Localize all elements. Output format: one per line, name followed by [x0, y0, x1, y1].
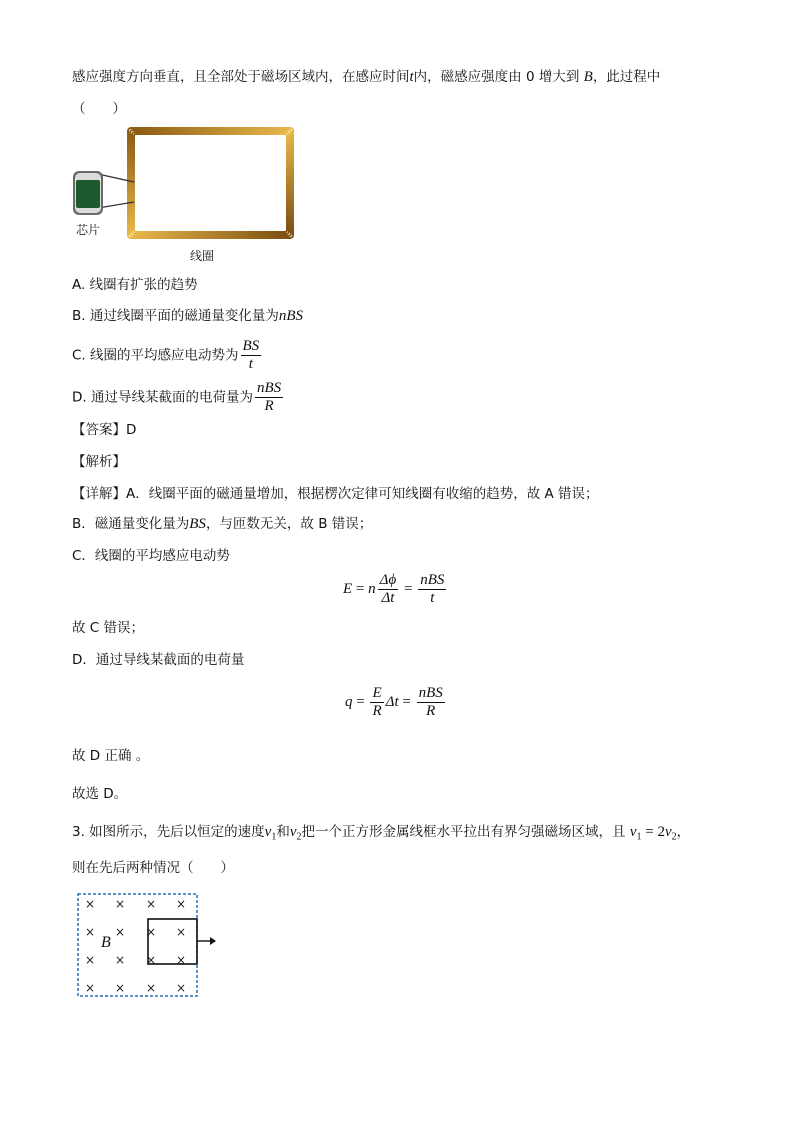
cross-mark: ×: [114, 925, 126, 939]
intro-text-2: 内，磁感应强度由 0 增大到: [413, 69, 580, 85]
analysis-label: 【解析】: [72, 454, 126, 470]
question-3-line-2: 则在先后两种情况（ ）: [72, 860, 234, 876]
option-c-text: C. 线圈的平均感应电动势为: [72, 347, 239, 364]
eq-sign-2: =: [402, 693, 411, 710]
eq-n: n: [368, 580, 376, 597]
option-d: [72, 380, 285, 415]
fraction-denominator: R: [426, 703, 436, 719]
eq-fraction-2: [418, 572, 446, 607]
cross-mark: ×: [114, 953, 126, 967]
var-v2-sub: 2: [296, 831, 302, 843]
detail-d-conclusion: 故 D 正确 。: [72, 748, 150, 764]
cross-mark: ×: [84, 953, 96, 967]
magnetic-field-figure: [74, 890, 224, 1002]
q3-text: 3. 如图所示，先后以恒定的速度: [72, 824, 265, 840]
intro-text: 感应强度方向垂直，且全部处于磁场区域内，在感应时间: [72, 69, 410, 85]
cross-mark: ×: [145, 981, 157, 995]
eq-lhs: q: [345, 693, 353, 710]
option-a: A. 线圈有扩张的趋势: [72, 277, 198, 293]
cross-mark: ×: [145, 953, 157, 967]
eq-sign: =: [355, 580, 365, 597]
coil-label: 线圈: [190, 249, 215, 263]
option-c: [72, 338, 263, 373]
option-b-text: B. 通过线圈平面的磁通量变化量为: [72, 308, 279, 324]
fraction-numerator: Δϕ: [379, 572, 397, 588]
chip-icon: [73, 171, 103, 215]
cross-mark: ×: [84, 925, 96, 939]
cross-mark: ×: [84, 981, 96, 995]
option-b-expr: nBS: [278, 308, 304, 324]
cross-mark: ×: [145, 897, 157, 911]
fraction-numerator: nBS: [418, 685, 443, 701]
cross-mark: ×: [114, 981, 126, 995]
answer-bracket: （ ）: [72, 101, 126, 117]
chip-label: 芯片: [76, 223, 101, 237]
cross-mark: ×: [175, 953, 187, 967]
detail-b-text: B．磁通量变化量为: [72, 516, 190, 532]
var-v1-sub: 1: [271, 831, 277, 843]
eq-fraction-1: [378, 572, 399, 607]
detail-d: D．通过导线某截面的电荷量: [72, 652, 245, 668]
option-d-text: D. 通过导线某截面的电荷量为: [72, 389, 253, 406]
question-intro-line: [72, 67, 660, 87]
fraction-denominator: R: [264, 398, 274, 414]
rel-v1: v: [629, 824, 637, 840]
cross-mark: ×: [145, 925, 157, 939]
fraction-denominator: t: [430, 590, 435, 606]
field-label: B: [101, 934, 111, 951]
fraction-numerator: nBS: [256, 380, 282, 396]
var-B: B: [583, 69, 593, 85]
final-choice: 故选 D。: [72, 786, 128, 802]
var-v2: v: [289, 824, 297, 840]
fraction-numerator: BS: [242, 338, 260, 354]
fraction-denominator: Δt: [381, 590, 395, 606]
eq-fraction-1: [370, 685, 383, 720]
option-b: [72, 306, 303, 326]
answer-value: D: [126, 422, 137, 438]
equation-charge: [345, 685, 447, 720]
fraction-denominator: R: [372, 703, 382, 719]
eq-fraction-2: [417, 685, 445, 720]
cross-mark: ×: [114, 897, 126, 911]
detail-b: [72, 514, 372, 534]
eq-delta-t: Δt: [385, 693, 399, 710]
rel-end: ，: [676, 824, 691, 840]
var-t: t: [409, 69, 414, 85]
q3-text-2: 把一个正方形金属线框水平拉出有界匀强磁场区域，且: [301, 824, 626, 840]
option-c-fraction: [241, 338, 262, 373]
chip-coil-figure: [70, 122, 305, 247]
detail-c-conclusion: 故 C 错误；: [72, 620, 145, 636]
coil-turns: [128, 128, 293, 238]
rel-eq: = 2: [641, 824, 665, 840]
fraction-numerator: E: [372, 685, 382, 701]
cross-mark: ×: [175, 981, 187, 995]
answer-label: 【答案】: [72, 422, 126, 438]
eq-sign: =: [356, 693, 365, 710]
detail-b-text-2: ，与匝数无关，故 B 错误；: [205, 516, 373, 532]
cross-mark: ×: [175, 897, 187, 911]
intro-text-3: ，此过程中: [592, 69, 661, 85]
rel-v2-sub: 2: [671, 831, 677, 843]
fraction-numerator: nBS: [420, 572, 445, 588]
rel-v1-sub: 1: [636, 831, 642, 843]
q3-and: 和: [276, 824, 290, 840]
option-d-fraction: [255, 380, 283, 415]
equation-emf: [343, 572, 448, 607]
detail-c: C．线圈的平均感应电动势: [72, 548, 230, 564]
fraction-denominator: t: [248, 356, 253, 372]
rel-v2: v: [664, 824, 672, 840]
cross-mark: ×: [84, 897, 96, 911]
answer-line: [72, 420, 136, 440]
arrowhead-icon: [210, 937, 216, 945]
eq-sign-2: =: [403, 580, 413, 597]
question-3-line-1: [72, 822, 690, 848]
cross-mark: ×: [175, 925, 187, 939]
eq-lhs: E: [343, 580, 353, 597]
detail-a: 【详解】A．线圈平面的磁通量增加，根据楞次定律可知线圈有收缩的趋势，故 A 错误；: [72, 486, 599, 502]
detail-b-expr: BS: [189, 516, 206, 532]
var-v1: v: [264, 824, 272, 840]
